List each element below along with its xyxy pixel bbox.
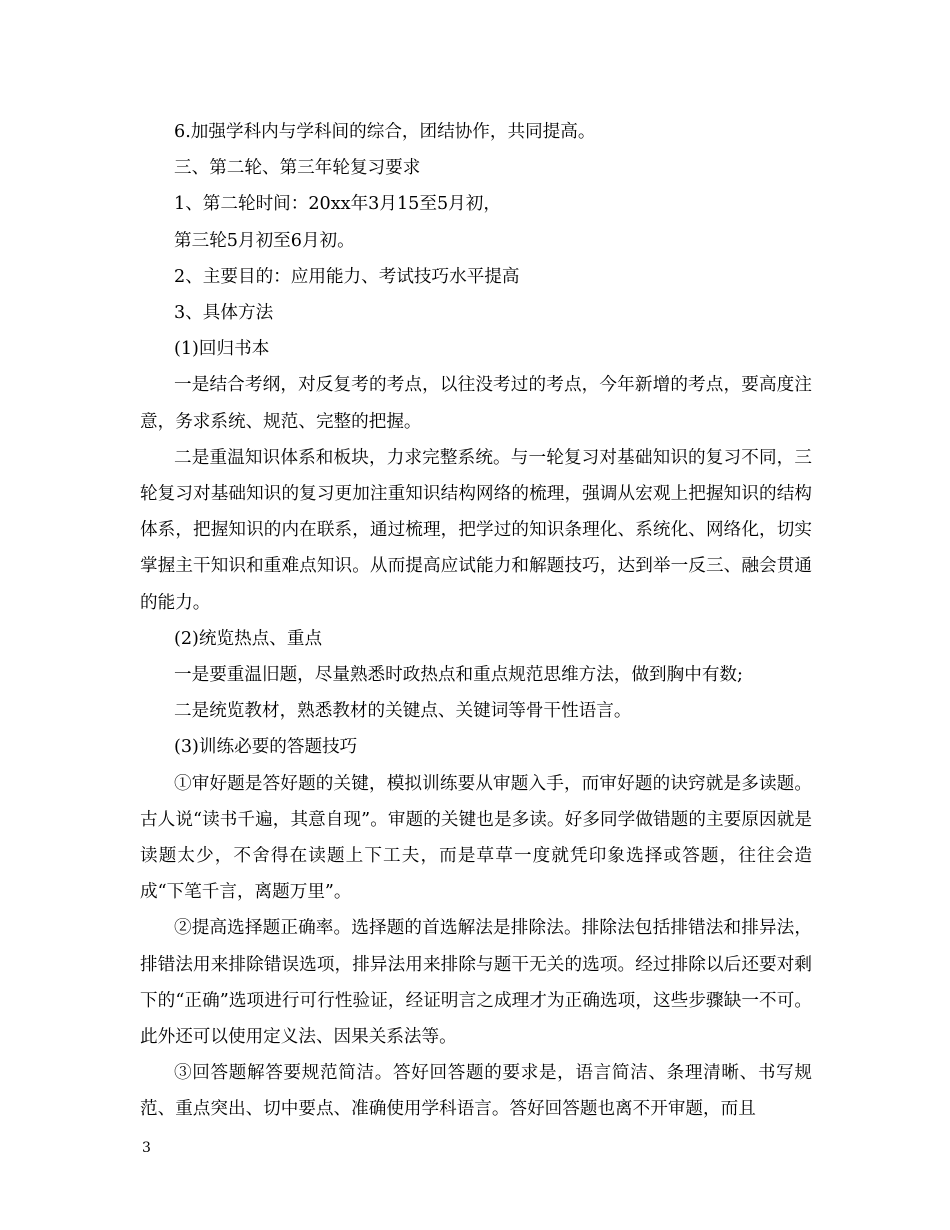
document-body bbox=[140, 114, 812, 1128]
paragraph-review-old-questions: 一是要重温旧题，尽量熟悉时政热点和重点规范思维方法，做到胸中有数; bbox=[174, 665, 743, 686]
paragraph-knowledge-system: 二是重温知识体系和板块，力求完整系统。与一轮复习对基础知识的复习不同，三轮复习对基础知识的复习更加注重知识结构网络的梳理，强调从宏观上把握知识的结构体系，把握知识的内在联系，通过梳理，把学过的知识条理化、系统化、网络化，切实掌握主干知识和重难点知识。从而提高应试能力和解题技巧，达到举一反三、融会贯通的能力。 bbox=[140, 447, 812, 613]
section-heading-3: 三、第二轮、第三年轮复习要求 bbox=[174, 158, 421, 179]
paragraph-time-third-round: 第三轮5月初至6月初。 bbox=[174, 230, 355, 251]
paragraph-time-second-round: 1、第二轮时间：20xx年3月15至5月初， bbox=[174, 194, 501, 215]
page-number: 3 bbox=[142, 1140, 151, 1156]
paragraph-review-textbook: 二是统览教材，熟悉教材的关键点、关键词等骨干性语言。 bbox=[174, 701, 632, 722]
paragraph-multiple-choice: ②提高选择题正确率。选择题的首选解法是排除法。排除法包括排错法和排异法，排错法用来排除错误选项，排异法用来排除与题干无关的选项。经过排除以后还要对剩下的“正确”选项进行可行性验证，经证明言之成理才为正确选项，这些步骤缺一不可。此外还可以使用定义法、因果关系法等。 bbox=[140, 918, 812, 1048]
subheading-return-to-books: (1)回归书本 bbox=[174, 339, 270, 360]
paragraph-methods-heading: 3、具体方法 bbox=[174, 303, 274, 324]
paragraph-main-goal: 2、主要目的：应用能力、考试技巧水平提高 bbox=[174, 266, 520, 287]
subheading-hotspots: (2)统览热点、重点 bbox=[174, 628, 323, 649]
paragraph-exam-outline: 一是结合考纲，对反复考的考点，以往没考过的考点，今年新增的考点，要高度注意，务求系统、规范、完整的把握。 bbox=[140, 375, 812, 432]
paragraph-read-question: ①审好题是答好题的关键，模拟训练要从审题入手，而审好题的诀窍就是多读题。古人说“读书千遍，其意自现”。审题的关键也是多读。好多同学做错题的主要原因就是读题太少，不舍得在读题上下工夫，而是草草一度就凭印象选择或答题，往往会造成“下笔千言，离题万里”。 bbox=[140, 773, 812, 903]
subheading-answer-skills: (3)训练必要的答题技巧 bbox=[174, 737, 358, 758]
paragraph-answer-concise: ③回答题解答要规范简洁。答好回答题的要求是，语言简洁、条理清晰、书写规范、重点突出、切中要点、准确使用学科语言。答好回答题也离不开审题，而且 bbox=[140, 1063, 812, 1120]
paragraph-1: 6.加强学科内与学科间的综合，团结协作，共同提高。 bbox=[174, 122, 596, 142]
